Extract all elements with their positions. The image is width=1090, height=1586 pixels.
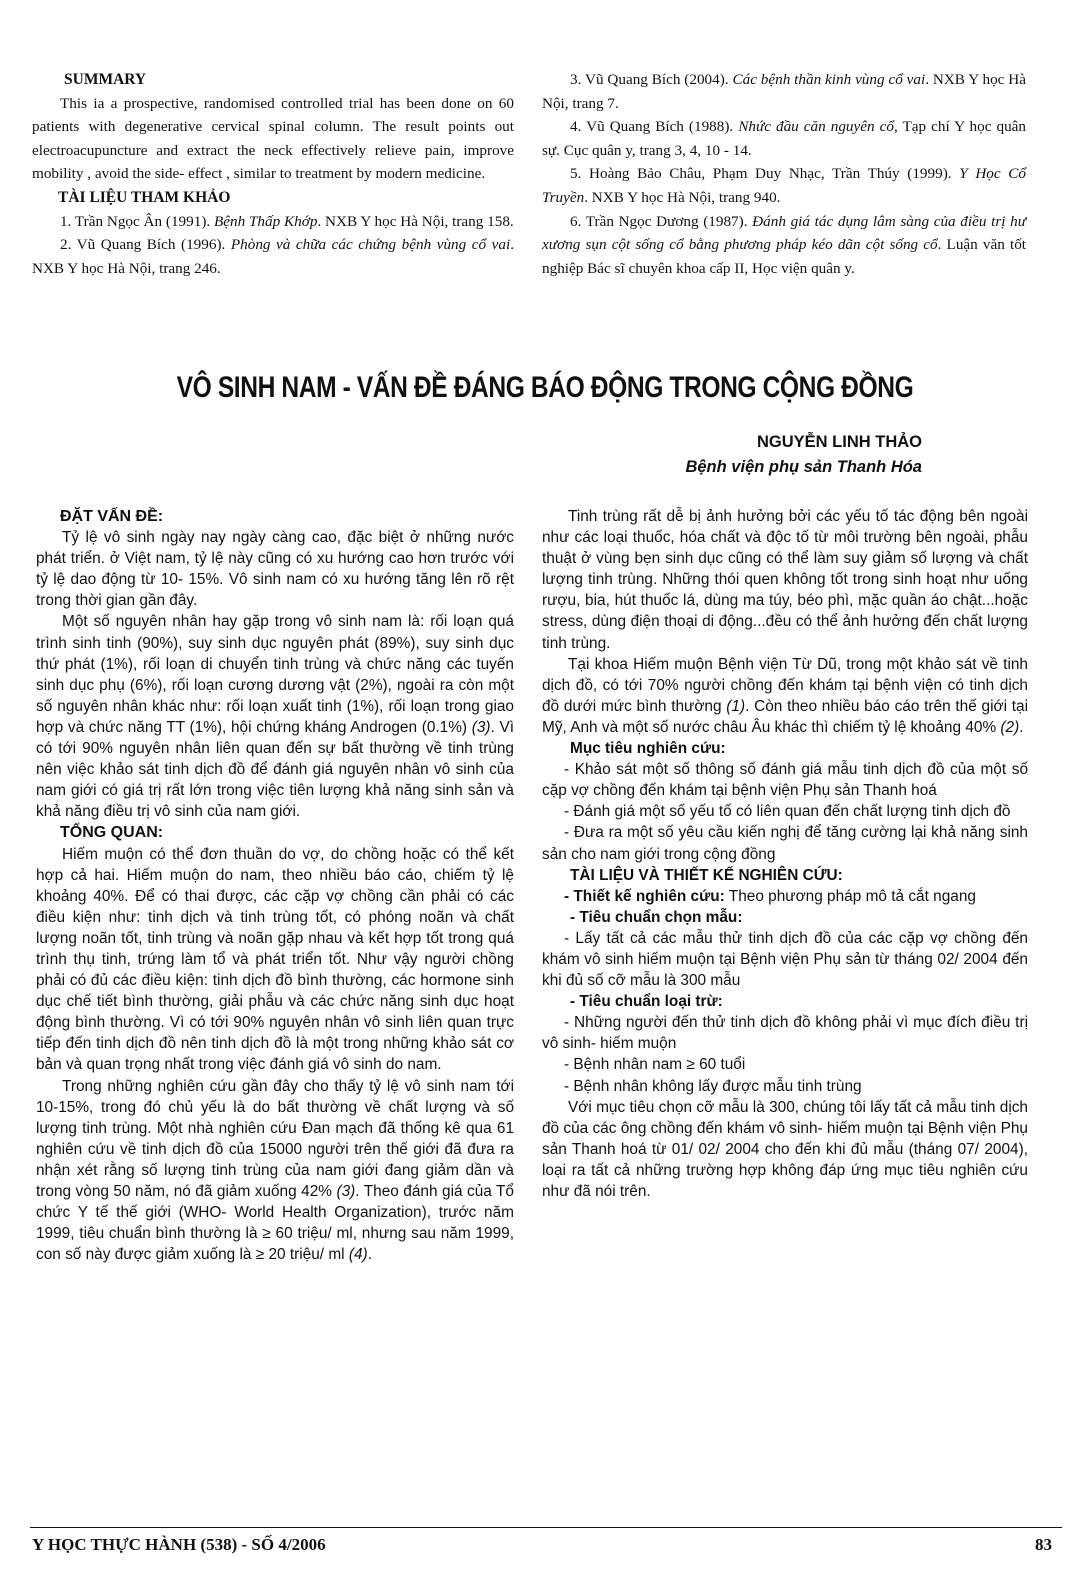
selection-heading: - Tiêu chuẩn chọn mẫu: — [570, 908, 743, 926]
footer-rule — [30, 1527, 1062, 1528]
reference-item-6: 6. Trần Ngọc Dương (1987). Đánh giá tác dụng lâm sàng của điều trị hư xương sụn cột sống cổ bằng phương pháp kéo dãn cột sống cổ. Luận văn tốt nghiệp Bác sĩ chuyên khoa cấp II, Học viện quân y. — [542, 212, 1027, 277]
design-line: - Thiết kế nghiên cứu: Theo phương pháp mô tả cắt ngang — [564, 887, 976, 905]
summary-heading: SUMMARY — [64, 71, 147, 88]
article-title: VÔ SINH NAM - VẤN ĐỀ ĐÁNG BÁO ĐỘNG TRONG CỘNG ĐỒNG — [176, 371, 914, 404]
goal-item-3: - Đưa ra một số yêu cầu kiến nghị để tăng cường lại khả năng sinh sản cho nam giới trong cộng đồng — [542, 824, 1028, 863]
reference-item-5: 5. Hoàng Bảo Châu, Phạm Duy Nhạc, Trần Thúy (1999). Y Học Cổ Truyền. NXB Y học Hà Nội, trang 940. — [542, 165, 1026, 206]
exclusion-item-3: - Bệnh nhân không lấy được mẫu tinh trùng — [564, 1077, 862, 1095]
goal-item-2: - Đánh giá một số yếu tố có liên quan đến chất lượng tinh dịch đồ — [564, 803, 1011, 821]
references-continued — [542, 68, 1026, 280]
exclusion-heading: - Tiêu chuẩn loại trừ: — [570, 993, 723, 1011]
intro-paragraph-1: Tỷ lệ vô sinh ngày nay ngày càng cao, đặc biệt ở những nước phát triển. ở Việt nam, tỷ lệ này cũng có xu hướng cao hơn trước với tỷ lệ dao động từ 10- 15%. Vô sinh nam có xu hướng tăng lên rõ rệt trong thời gian gần đây. — [36, 529, 514, 610]
overview-paragraph-2: Trong những nghiên cứu gần đây cho thấy tỷ lệ vô sinh nam tới 10-15%, trong đó chủ yếu là do bất thường về chất lượng và số lượng tinh trùng. Một nhà nghiên cứu Đan mạch đã thống kê qua 61 nghiên cứu về tinh dịch đồ của 15000 người trên thế giới đã đưa ra nhận xét rằng số lượng tinh trùng của nam giới đang giảm dần và trong vòng 50 năm, nó đã giảm xuống 42% (3). Theo đánh giá của Tổ chức Y tế thế giới (WHO- World Health Organization), trước năm 1999, tiêu chuẩn bình thường là ≥ 60 triệu/ ml, nhưng sau năm 1999, con số này được giảm xuống là ≥ 20 triệu/ ml (4). — [36, 1077, 514, 1264]
summary-block — [32, 68, 514, 280]
reference-item-1: 1. Trần Ngọc Ân (1991). Bệnh Thấp Khớp. NXB Y học Hà Nội, trang 158. — [60, 212, 514, 230]
selection-text: - Lấy tất cả các mẫu thử tinh dịch đồ của các cặp vợ chồng đến khám vô sinh hiếm muộn tại Bệnh viện Phụ sản từ tháng 02/ 2004 đến khi đủ số cỡ mẫu là 300 mẫu — [542, 929, 1028, 990]
intro-paragraph-2: Một số nguyên nhân hay gặp trong vô sinh nam là: rối loạn quá trình sinh tinh (90%), suy sinh dục nguyên phát (89%), suy sinh dục thứ phát (1%), rối loạn di chuyển tinh trùng và chức năng các tuyến sinh dục phụ (6%), rối loạn cương dương vật (2%), ngoài ra còn một số nguyên nhân khác như: rối loạn xuất tinh (1%), rối loạn trong giao hợp và chức năng TT (1%), hội chứng kháng Androgen (0.1%) (3). Vì có tới 90% nguyên nhân liên quan đến sự bất thường về tinh trùng nên việc khảo sát tinh dịch đồ để đánh giá nguyên nhân vô sinh của nam giới có giá trị rất lớn trong việc tiên lượng khả năng sinh sản và khả năng điều trị vô sinh của nam giới. — [36, 613, 515, 821]
right-column — [542, 506, 1028, 1202]
left-column — [36, 506, 514, 1265]
author-affiliation: Bệnh viện phụ sản Thanh Hóa — [685, 458, 922, 476]
reference-item-2: 2. Vũ Quang Bích (1996). Phòng và chữa các chứng bệnh vùng cổ vai. NXB Y học Hà Nội, trang 246. — [32, 236, 515, 277]
author-block — [685, 430, 922, 480]
closing-paragraph: Với mục tiêu chọn cỡ mẫu là 300, chúng tôi lấy tất cả mẫu tinh dịch đồ của các ông chồng đến khám vô sinh- hiếm muộn tại Bệnh viện Phụ sản Thanh hoá từ 01/ 02/ 2004 cho đến khi đủ mẫu (tháng 07/ 2004), loại ra tất cả những trường hợp không đáp ứng mục tiêu nghiên cứu như đã nói trên. — [542, 1098, 1028, 1200]
exclusion-item-2: - Bệnh nhân nam ≥ 60 tuổi — [564, 1056, 746, 1074]
exclusion-item-1: - Những người đến thử tinh dịch đồ không phải vì mục đích điều trị vô sinh- hiếm muộn — [542, 1014, 1028, 1053]
right-paragraph-2: Tại khoa Hiếm muộn Bệnh viện Từ Dũ, trong một khảo sát về tinh dịch đồ, có tới 70% người chồng đến khám tại bệnh viện có tinh dịch đồ dưới mức bình thường (1). Còn theo nhiều báo cáo trên thế giới tại Mỹ, Anh và một số nước châu Âu khác thì chiếm tỷ lệ khoảng 40% (2). — [542, 655, 1028, 736]
right-paragraph-1: Tinh trùng rất dễ bị ảnh hưởng bởi các yếu tố tác động bên ngoài như các loại thuốc, hóa chất và độc tố từ môi trường bên ngoài, phẫu thuật ở vùng bẹn sinh dục cũng có thể làm suy giảm số lượng và chất lượng tinh trùng. Những thói quen không tốt trong sinh hoạt như uống rượu, bia, hút thuốc lá, dùng ma túy, béo phì, mặc quần áo chật...hoặc stress, dùng điện thoại di động...đều có thể ảnh hưởng đến chất lượng tinh trùng. — [542, 508, 1028, 652]
methods-heading: TÀI LIỆU VÀ THIẾT KẾ NGHIÊN CỨU: — [570, 866, 843, 884]
reference-item-4: 4. Vũ Quang Bích (1988). Nhức đầu căn nguyên cổ, Tạp chí Y học quân sự. Cục quân y, trang 3, 4, 10 - 14. — [542, 118, 1026, 159]
reference-item-3: 3. Vũ Quang Bích (2004). Các bệnh thần kinh vùng cổ vai. NXB Y học Hà Nội, trang 7. — [542, 71, 1027, 112]
page-number: 83 — [1035, 1535, 1052, 1554]
author-name: NGUYỄN LINH THẢO — [757, 433, 922, 451]
goals-heading: Mục tiêu nghiên cứu: — [570, 740, 726, 758]
overview-paragraph-1: Hiếm muộn có thể đơn thuần do vợ, do chồng hoặc có thể kết hợp cả hai. Hiếm muộn do nam, theo nhiều báo cáo, chiếm tỷ lệ khoảng 40%. Để có thai được, các cặp vợ chồng cần phải có các điều kiện như: tinh dịch và tinh trùng tốt, có phóng noãn và chất lượng noãn tốt, tinh trùng và noãn gặp nhau và kết hợp tốt trong quá trình thụ tinh, trứng làm tổ và phát triển tốt. Như vậy người chồng phải có đủ các điều kiện: tinh dịch đồ bình thường, các hormone sinh dục chế tiết bình thường, giải phẫu và các chức năng sinh dục hoạt động bình thường. Vì có tới 90% nguyên nhân vô sinh liên quan trực tiếp đến tinh dịch đồ nên tinh dịch đồ là một trong những khảo sát cơ bản và quan trọng nhất trong việc đánh giá vô sinh do nam. — [36, 845, 514, 1074]
references-heading: TÀI LIỆU THAM KHẢO — [58, 188, 231, 206]
overview-heading: TỔNG QUAN: — [60, 824, 164, 842]
intro-heading: ĐẶT VẤN ĐỀ: — [60, 508, 164, 525]
journal-name: Y HỌC THỰC HÀNH (538) - SỐ 4/2006 — [32, 1535, 326, 1554]
goal-item-1: - Khảo sát một số thông số đánh giá mẫu tinh dịch đồ của một số cặp vợ chồng đến khám tại bệnh viện Phụ sản Thanh hoá — [542, 761, 1028, 800]
summary-text: This ia a prospective, randomised controlled trial has been done on 60 patients with degenerative cervical spinal column. The result points out electroacupuncture and extract the neck effectively relieve pain, improve mobility , avoid the side- effect , similar to treatment by modern medicine. — [32, 94, 514, 183]
